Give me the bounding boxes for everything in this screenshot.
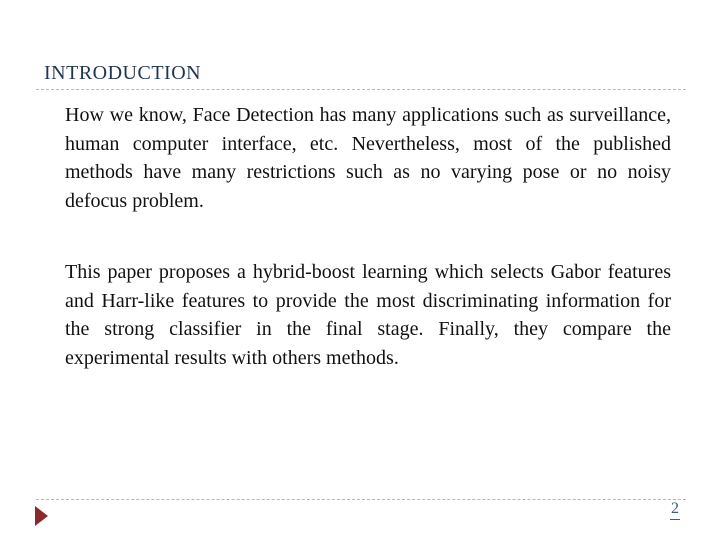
slide-title: INTRODUCTION: [44, 62, 202, 84]
paragraph-proposal: This paper proposes a hybrid-boost learning which selects Gabor features and Harr-like features to provide the most discriminating information for the strong classifier in the final stage. Finally, they compare the experimental results with others methods.: [65, 261, 671, 370]
page-number: 2: [670, 499, 680, 520]
paragraph-intro: How we know, Face Detection has many applications such as surveillance, human computer interface, etc. Nevertheless, most of the published methods have many restrictions such as no varying pose or no noisy defocus problem.: [65, 104, 671, 213]
title-divider: [36, 89, 686, 90]
triangle-arrow-icon: [35, 506, 48, 526]
footer-divider: [36, 499, 686, 500]
